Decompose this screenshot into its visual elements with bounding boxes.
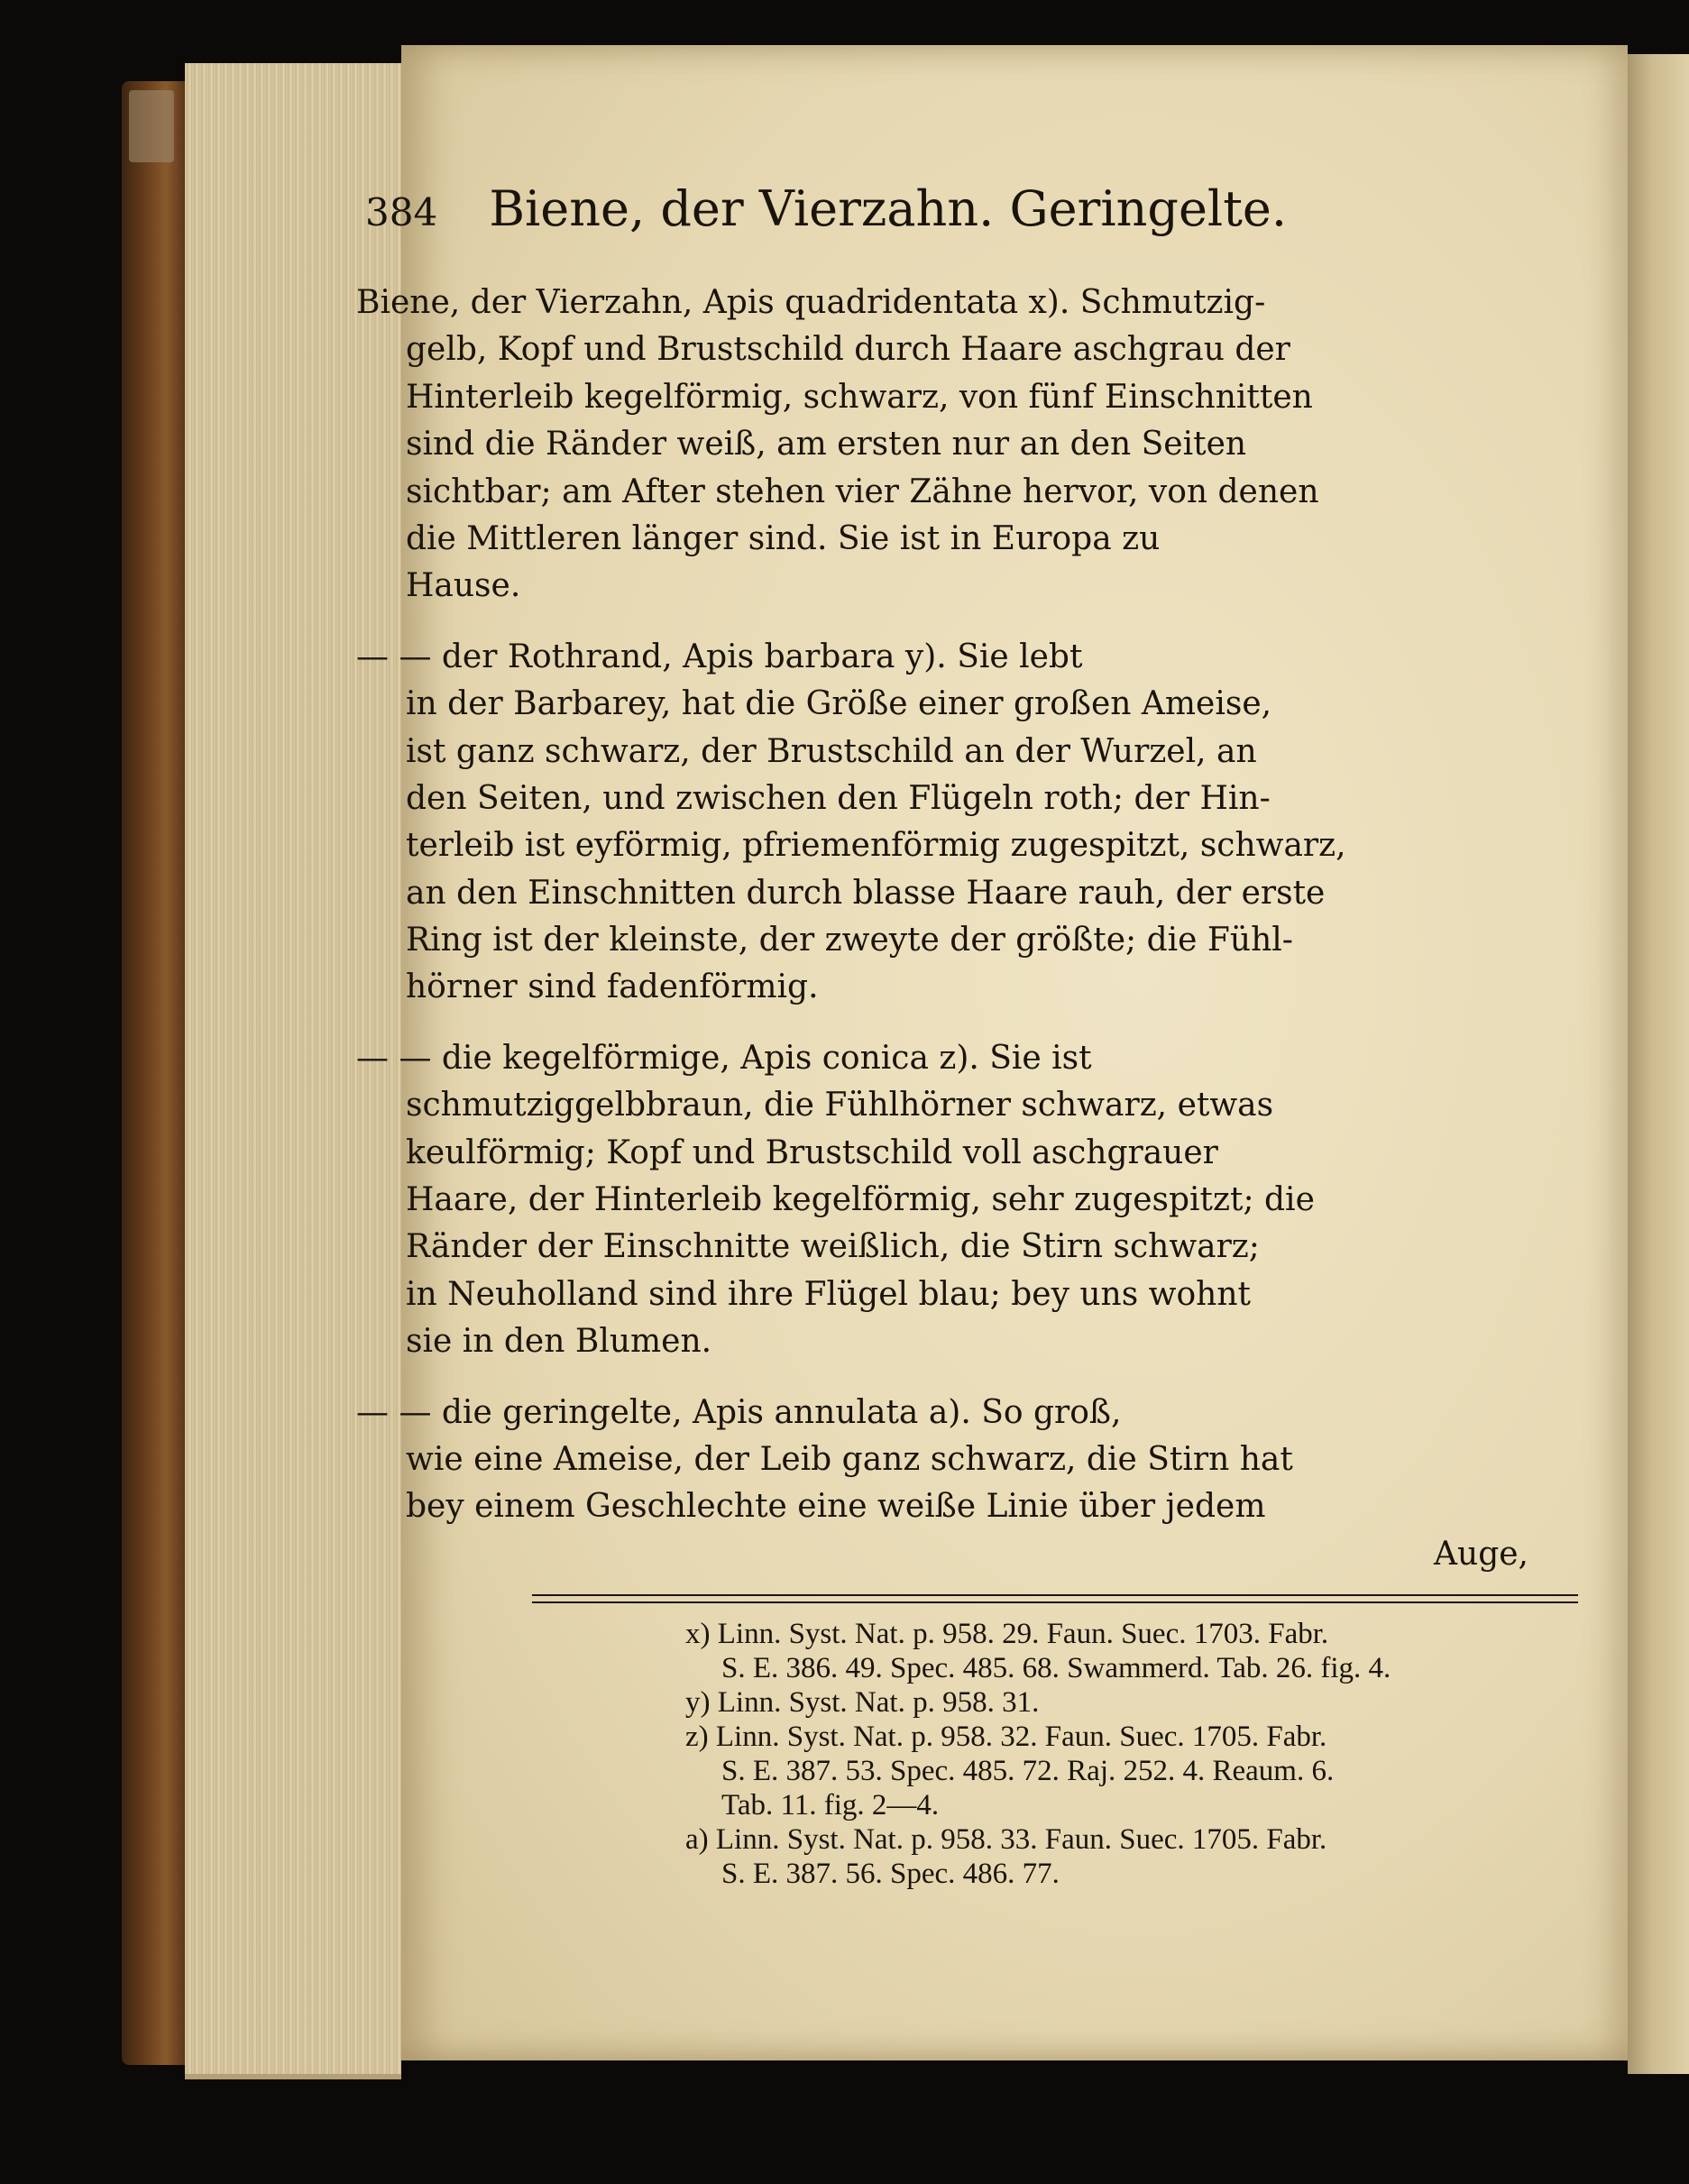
text-line: terleib ist eyförmig, pfriemenförmig zugespitzt, schwarz, bbox=[406, 827, 1346, 865]
entry-rothrand bbox=[356, 634, 1583, 1012]
entry-geringelte bbox=[356, 1390, 1583, 1579]
page-header bbox=[365, 180, 1447, 237]
text-line: schmutziggelbbraun, die Fühlhörner schwarz, etwas bbox=[406, 1087, 1274, 1124]
text-line: — — die geringelte, Apis annulata a). So groß, bbox=[356, 1393, 1122, 1431]
cover-wear-patch bbox=[129, 90, 174, 162]
entry-kegelfoermige bbox=[356, 1035, 1583, 1366]
footnotes bbox=[685, 1617, 1587, 1891]
text-line: sichtbar; am After stehen vier Zähne hervor, von denen bbox=[406, 473, 1319, 510]
text-line: ist ganz schwarz, der Brustschild an der Wurzel, an bbox=[406, 732, 1257, 770]
text-line: Ränder der Einschnitte weißlich, die Stirn schwarz; bbox=[406, 1228, 1260, 1266]
footnote-line: S. E. 387. 53. Spec. 485. 72. Raj. 252. 4. Reaum. 6. bbox=[721, 1755, 1335, 1787]
facing-page-edge bbox=[1628, 54, 1689, 2074]
text-line: sind die Ränder weiß, am ersten nur an den Seiten bbox=[406, 426, 1247, 463]
catchword: Auge, bbox=[1434, 1535, 1528, 1573]
text-line: den Seiten, und zwischen den Flügeln roth; der Hin- bbox=[406, 779, 1271, 817]
text-line: — — die kegelförmige, Apis conica z). Sie ist bbox=[356, 1039, 1092, 1077]
running-title: Biene, der Vierzahn. Geringelte. bbox=[489, 180, 1288, 237]
text-line: — — der Rothrand, Apis barbara y). Sie lebt bbox=[356, 638, 1083, 675]
text-line: die Mittleren länger sind. Sie ist in Europa zu bbox=[406, 519, 1161, 557]
text-line: gelb, Kopf und Brustschild durch Haare aschgrau der bbox=[406, 331, 1290, 369]
page-number: 384 bbox=[365, 190, 438, 234]
text-line: in der Barbarey, hat die Größe einer großen Ameise, bbox=[406, 685, 1272, 723]
text-line: Biene, der Vierzahn, Apis quadridentata x). Schmutzig- bbox=[356, 284, 1266, 321]
text-line: bey einem Geschlechte eine weiße Linie über jedem bbox=[406, 1488, 1266, 1526]
footnote-line: z) Linn. Syst. Nat. p. 958. 32. Faun. Suec. 1705. Fabr. bbox=[685, 1721, 1327, 1753]
footnote-line: y) Linn. Syst. Nat. p. 958. 31. bbox=[685, 1686, 1040, 1719]
entry-vierzahn bbox=[356, 280, 1583, 610]
main-text bbox=[356, 280, 1583, 1578]
text-line: wie eine Ameise, der Leib ganz schwarz, die Stirn hat bbox=[406, 1440, 1293, 1478]
text-line: Ring ist der kleinste, der zweyte der größte; die Fühl- bbox=[406, 922, 1293, 959]
footnote-line: S. E. 387. 56. Spec. 486. 77. bbox=[721, 1858, 1060, 1890]
text-line: keulförmig; Kopf und Brustschild voll aschgrauer bbox=[406, 1133, 1218, 1171]
text-line: hörner sind fadenförmig. bbox=[406, 968, 819, 1006]
footnote-rule bbox=[532, 1594, 1578, 1603]
text-line: sie in den Blumen. bbox=[406, 1323, 712, 1361]
text-line: Haare, der Hinterleib kegelförmig, sehr zugespitzt; die bbox=[406, 1181, 1315, 1219]
book-cover-spine bbox=[122, 81, 185, 2065]
footnote-line: S. E. 386. 49. Spec. 485. 68. Swammerd. Tab. 26. fig. 4. bbox=[721, 1652, 1391, 1684]
text-line: Hinterleib kegelförmig, schwarz, von fünf Einschnitten bbox=[406, 378, 1313, 416]
text-line: Hause. bbox=[406, 567, 521, 605]
footnote-line: Tab. 11. fig. 2—4. bbox=[721, 1789, 940, 1822]
text-line: an den Einschnitten durch blasse Haare rauh, der erste bbox=[406, 874, 1326, 912]
footnote-line: a) Linn. Syst. Nat. p. 958. 33. Faun. Suec. 1705. Fabr. bbox=[685, 1823, 1327, 1856]
text-line: in Neuholland sind ihre Flügel blau; bey uns wohnt bbox=[406, 1275, 1251, 1313]
footnote-line: x) Linn. Syst. Nat. p. 958. 29. Faun. Suec. 1703. Fabr. bbox=[685, 1618, 1329, 1650]
